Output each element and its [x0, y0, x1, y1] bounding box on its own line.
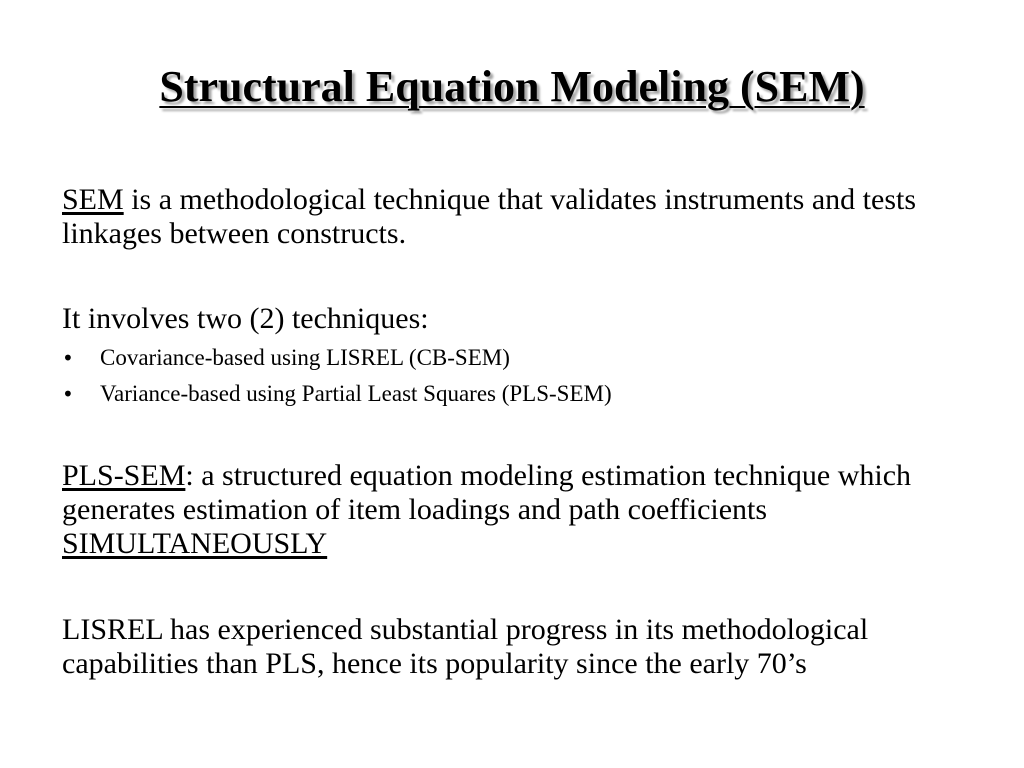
bullet-close: )	[603, 381, 612, 406]
sem-term: SEM	[62, 183, 124, 216]
bullet-close: )	[502, 345, 510, 370]
pls-sem-text: : a structured equation modeling estimation technique which generates estimation of item loadings and path coefficients	[62, 459, 912, 526]
sem-definition-text: is a methodological technique that validates instruments and tests linkages between constructs.	[62, 183, 917, 250]
bullet-text: Covariance-based using LISREL (	[100, 345, 417, 370]
techniques-list	[62, 340, 962, 412]
slide-title: Structural Equation Modeling (SEM)	[159, 62, 865, 111]
list-item	[62, 376, 962, 412]
simultaneously-emphasis: SIMULTANEOUSLY	[62, 527, 328, 560]
bullet-icon: •	[62, 382, 74, 406]
bullet-term: PLS-SEM	[509, 381, 604, 406]
techniques-intro: It involves two (2) techniques:	[62, 302, 429, 335]
lisrel-paragraph: LISREL has experienced substantial progress in its methodological capabilities than PLS, hence its popularity since the early 70’s	[62, 613, 869, 680]
list-item	[62, 340, 962, 376]
pls-sem-term: PLS-SEM	[62, 459, 186, 492]
pls-sem-paragraph	[62, 459, 982, 561]
bullet-text: Variance-based using Partial Least Squares (	[100, 381, 510, 406]
sem-definition-paragraph	[62, 183, 982, 251]
bullet-term: CB-SEM	[416, 345, 503, 370]
bullet-icon: •	[62, 346, 74, 370]
